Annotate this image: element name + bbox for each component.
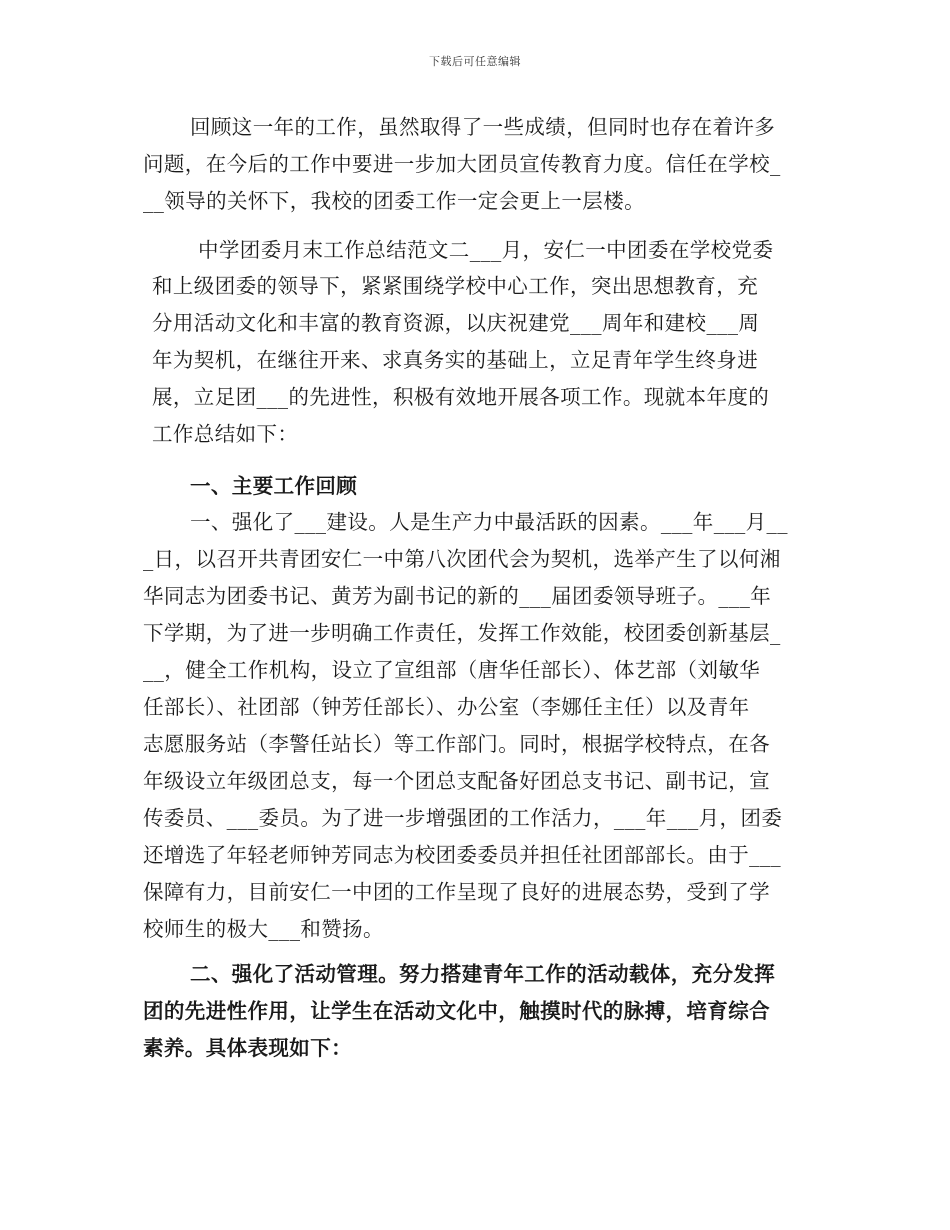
p3-line-9: 传委员、___委员。为了进一步增强团的工作活力，___年___月，团委 xyxy=(143,806,783,830)
header-note: 下载后可任意编辑 xyxy=(429,55,521,68)
p3-line-6: 任部长）、社团部（钟芳任部长）、办公室（李娜任主任）以及青年 xyxy=(143,695,750,719)
p3-line-5: __，健全工作机构，设立了宣组部（唐华任部长）、体艺部（刘敏华 xyxy=(143,658,761,682)
p1-line-2: 问题，在今后的工作中要进一步加大团员宣传教育力度。信任在学校_ xyxy=(143,152,781,176)
p3-line-4: 下学期，为了进一步明确工作责任，发挥工作效能，校团委创新基层_ xyxy=(143,621,781,645)
p3-line-7: 志愿服务站（李警任站长）等工作部门。同时，根据学校特点，在各 xyxy=(143,732,770,756)
p2-line-3: 分用活动文化和丰富的教育资源，以庆祝建党___周年和建校___周 xyxy=(152,311,760,335)
p3-line-8: 年级设立年级团总支，每一个团总支配备好团总支书记、副书记，宣 xyxy=(143,769,770,793)
p4-line-1: 二、强化了活动管理。努力搭建青年工作的活动载体，充分发挥 xyxy=(190,962,776,986)
p3-line-3: 华同志为团委书记、黄芳为副书记的新的___届团委领导班子。___年 xyxy=(143,584,772,608)
section-heading-1: 一、主要工作回顾 xyxy=(190,474,358,498)
p3-line-10: 还增选了年轻老师钟芳同志为校团委委员并担任社团部部长。由于___ xyxy=(143,843,782,867)
p2-line-5: 展，立足团___的先进性，积极有效地开展各项工作。现就本年度的 xyxy=(152,385,770,409)
p2-line-6: 工作总结如下： xyxy=(152,422,299,446)
p4-line-3: 素养。具体表现如下： xyxy=(143,1036,352,1060)
p2-line-1: 中学团委月末工作总结范文二___月，安仁一中团委在学校党委 xyxy=(198,238,774,262)
p1-line-3: __领导的关怀下，我校的团委工作一定会更上一层楼。 xyxy=(143,189,645,213)
p3-line-11: 保障有力，目前安仁一中团的工作呈现了良好的进展态势，受到了学 xyxy=(143,880,770,904)
p2-line-2: 和上级团委的领导下，紧紧围绕学校中心工作，突出思想教育，充 xyxy=(152,274,759,298)
p1-line-1: 回顾这一年的工作，虽然取得了一些成绩，但同时也存在着许多 xyxy=(190,115,776,139)
p3-line-2: _日，以召开共青团安仁一中第八次团代会为契机，选举产生了以何湘 xyxy=(143,547,781,571)
p3-line-12: 校师生的极大___和赞扬。 xyxy=(143,917,384,941)
p4-line-2: 团的先进性作用，让学生在活动文化中，触摸时代的脉搏，培育综合 xyxy=(143,999,770,1023)
p3-line-1: 一、强化了___建设。人是生产力中最活跃的因素。___年___月__ xyxy=(190,510,788,534)
p2-line-4: 年为契机，在继往开来、求真务实的基础上，立足青年学生终身进 xyxy=(152,348,759,372)
